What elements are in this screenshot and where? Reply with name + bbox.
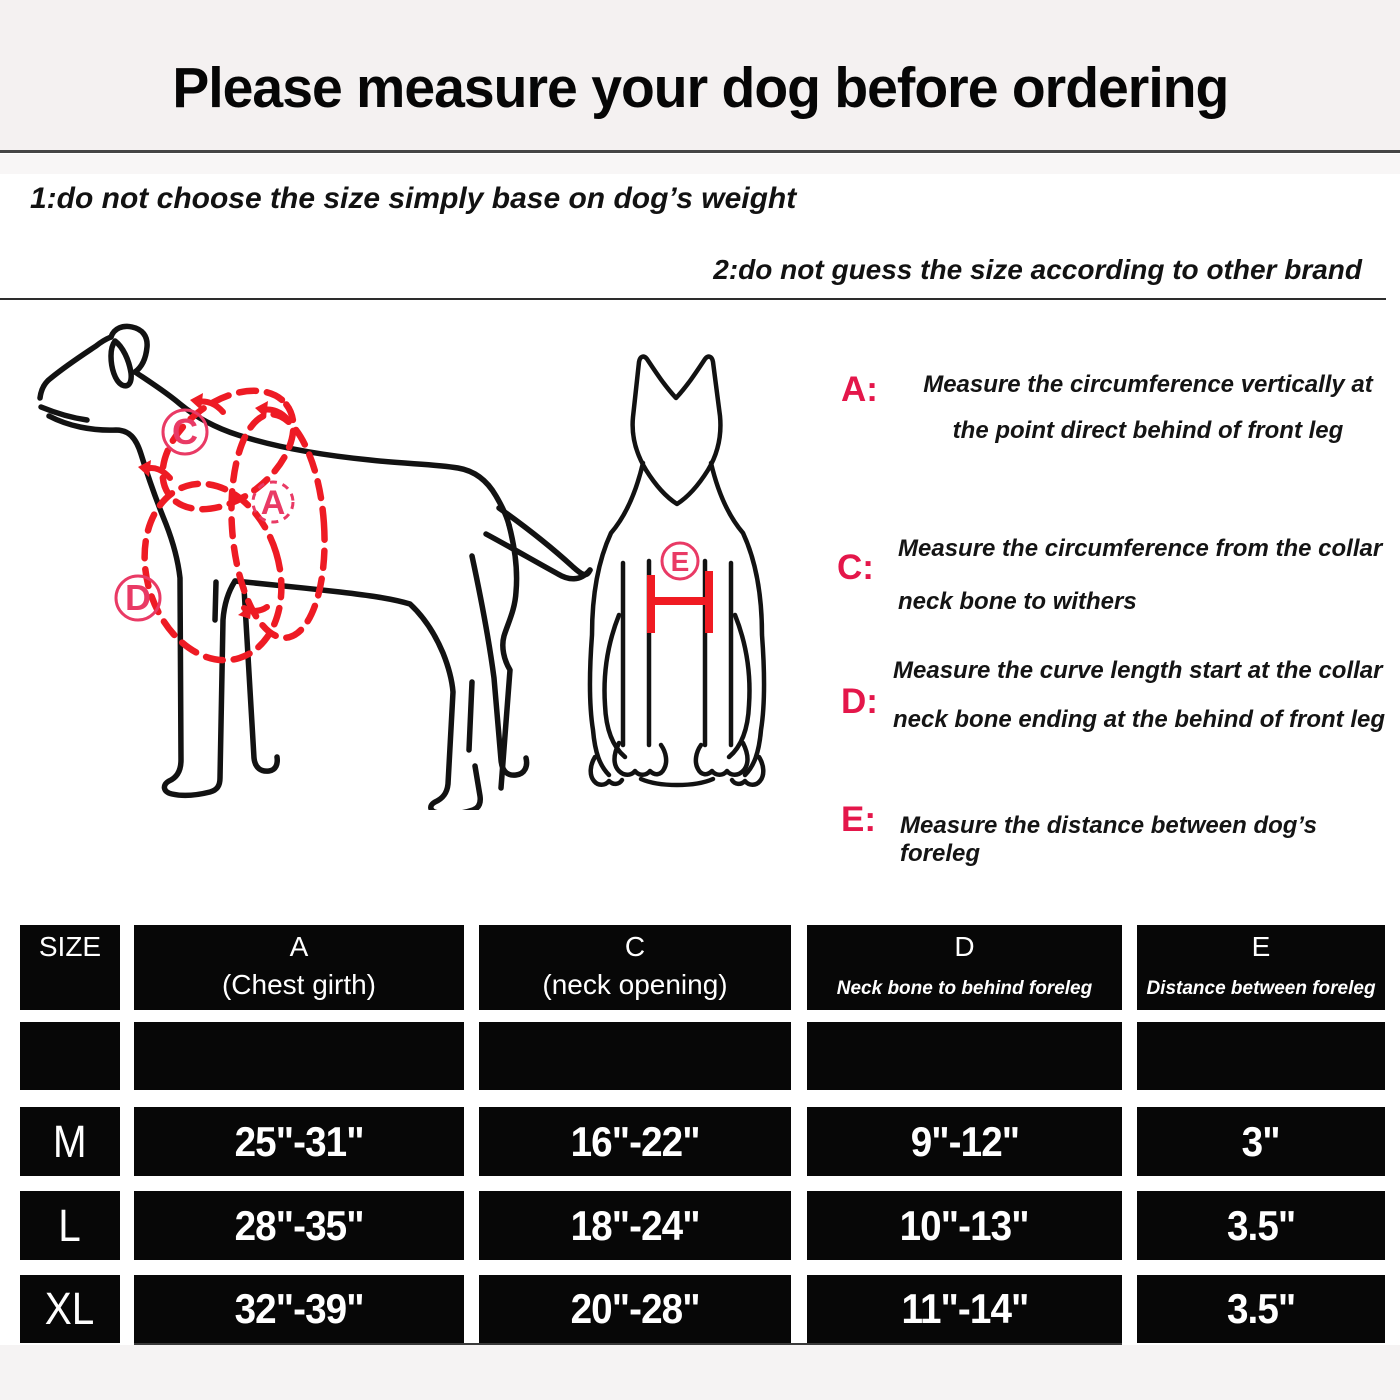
table-row-l-a: 28"-35" bbox=[134, 1191, 464, 1260]
measurement-d-line1: Measure the curve length start at the collar bbox=[893, 657, 1383, 684]
measurement-c-label: C: bbox=[837, 548, 874, 587]
table-spacer-cell bbox=[20, 1022, 120, 1090]
divider-line-top bbox=[0, 150, 1400, 153]
table-spacer-cell bbox=[134, 1022, 464, 1090]
measurement-d-text bbox=[893, 646, 1393, 744]
table-row-l-size: L bbox=[20, 1191, 120, 1260]
table-row-m-d: 9"-12" bbox=[807, 1107, 1122, 1176]
table-header-c: C (neck opening) bbox=[479, 925, 791, 1010]
table-row-m-size: M bbox=[20, 1107, 120, 1176]
table-row-l-c: 18"-24" bbox=[479, 1191, 791, 1260]
table-row-xl-d: 11"-14" bbox=[807, 1275, 1122, 1343]
table-row-xl-c: 20"-28" bbox=[479, 1275, 791, 1343]
label-letter-a: A bbox=[260, 484, 286, 522]
header-band-shadow bbox=[0, 154, 1400, 174]
table-spacer-cell bbox=[1137, 1022, 1385, 1090]
measure-loops bbox=[124, 367, 332, 678]
table-row-l-e: 3.5" bbox=[1137, 1191, 1385, 1260]
diagram-label-e bbox=[662, 543, 698, 579]
label-letter-e: E bbox=[670, 546, 690, 577]
side-dog-diagram bbox=[20, 320, 600, 810]
measurement-d-label: D: bbox=[841, 682, 878, 721]
measurement-c-line1: Measure the circumference from the collar bbox=[898, 535, 1383, 562]
measurement-d-line2: neck bone ending at the behind of front leg bbox=[893, 706, 1385, 733]
measurement-a-line1: Measure the circumference vertically at bbox=[923, 371, 1373, 398]
table-row-xl-size: XL bbox=[20, 1275, 120, 1343]
table-spacer-cell bbox=[807, 1022, 1122, 1090]
measurement-e-line1: Measure the distance between dog’s foreleg bbox=[900, 812, 1318, 867]
label-letter-c: C bbox=[172, 411, 198, 452]
measurement-a-text bbox=[898, 362, 1398, 454]
label-letter-d: D bbox=[125, 577, 151, 618]
table-header-d: D Neck bone to behind foreleg bbox=[807, 925, 1122, 1010]
table-row-xl-e: 3.5" bbox=[1137, 1275, 1385, 1343]
measurement-a-line2: the point direct behind of front leg bbox=[952, 417, 1344, 444]
front-dog-diagram bbox=[585, 345, 785, 795]
table-spacer-cell bbox=[479, 1022, 791, 1090]
page-title: Please measure your dog before ordering bbox=[171, 56, 1228, 120]
table-row-m-e: 3" bbox=[1137, 1107, 1385, 1176]
table-row-m-c: 16"-22" bbox=[479, 1107, 791, 1176]
footer-band bbox=[0, 1345, 1400, 1400]
note-weight: 1:do not choose the size simply base on dog’s weight bbox=[30, 182, 797, 215]
divider-line-bottom bbox=[0, 298, 1386, 300]
measurement-e-label: E: bbox=[841, 800, 876, 839]
measurement-e-text bbox=[900, 812, 1400, 868]
diagram-label-c bbox=[163, 410, 207, 454]
table-header-size: SIZE bbox=[20, 925, 120, 1010]
table-row-xl-a: 32"-39" bbox=[134, 1275, 464, 1343]
table-header-a: A (Chest girth) bbox=[134, 925, 464, 1010]
note-brand: 2:do not guess the size according to other brand bbox=[713, 254, 1362, 285]
table-row-l-d: 10"-13" bbox=[807, 1191, 1122, 1260]
table-row-m-a: 25"-31" bbox=[134, 1107, 464, 1176]
measurement-a-label: A: bbox=[841, 370, 878, 409]
measurement-c-line2: neck bone to withers bbox=[898, 588, 1137, 615]
measurement-c-text bbox=[898, 522, 1398, 628]
table-header-e: E Distance between foreleg bbox=[1137, 925, 1385, 1010]
side-dog-outline bbox=[40, 326, 590, 810]
